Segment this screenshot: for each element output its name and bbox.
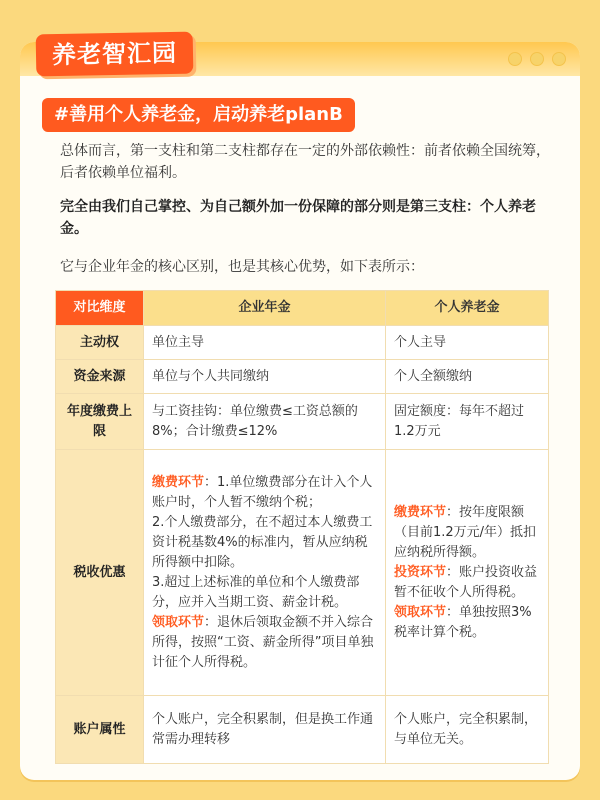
comparison-table <box>55 290 549 764</box>
row-dimension: 资金来源 <box>56 360 144 394</box>
cell-enterprise <box>144 450 386 696</box>
text-contribution-1: ：1.单位缴费部分在计入个人账户时，个人暂不缴纳个税； <box>152 474 373 510</box>
text-investment: ：账户投资收益暂不征收个人所得税。 <box>394 564 538 600</box>
label-investment-stage: 投资环节 <box>394 564 447 580</box>
cell-personal: 个人账户，完全积累制，与单位无关。 <box>386 696 549 764</box>
highlight-paragraph: 完全由我们自己掌控、为自己额外加一份保障的部分则是第三支柱：个人养老金。 <box>60 199 536 237</box>
header-enterprise-annuity: 企业年金 <box>144 291 386 326</box>
label-withdrawal-stage: 领取环节 <box>394 604 447 620</box>
dot-icon <box>552 52 566 66</box>
text-contribution: ：按年度限额（目前1.2万元/年）抵扣应纳税所得额。 <box>394 504 537 560</box>
label-contribution-stage: 缴费环节 <box>394 504 447 520</box>
section-title: #善用个人养老金，启动养老planB <box>42 98 355 132</box>
brand-badge: 养老智汇园 <box>36 32 194 77</box>
cell-enterprise: 个人账户，完全积累制，但是换工作通常需办理转移 <box>144 696 386 764</box>
label-withdrawal-stage: 领取环节 <box>152 614 205 630</box>
row-dimension: 税收优惠 <box>56 450 144 696</box>
dot-icon <box>530 52 544 66</box>
text-withdrawal: ：退休后领取金额不并入综合所得，按照“工资、薪金所得”项目单独计征个人所得税。 <box>152 614 374 670</box>
cell-personal: 个人全额缴纳 <box>386 360 549 394</box>
table-intro-paragraph: 它与企业年金的核心区别，也是其核心优势，如下表所示： <box>60 259 424 275</box>
table-row <box>56 696 549 764</box>
header-personal-pension: 个人养老金 <box>386 291 549 326</box>
table-header-row <box>56 291 549 326</box>
dot-icon <box>508 52 522 66</box>
row-dimension: 账户属性 <box>56 696 144 764</box>
cell-enterprise: 单位与个人共同缴纳 <box>144 360 386 394</box>
intro-paragraph: 总体而言，第一支柱和第二支柱都存在一定的外部依赖性：前者依赖全国统筹，后者依赖单位福利。 <box>60 143 550 181</box>
window-dots <box>508 52 566 66</box>
cell-enterprise: 与工资挂钩：单位缴费≤工资总额的8%；合计缴费≤12% <box>144 394 386 450</box>
text-contribution-3: 3.超过上述标准的单位和个人缴费部分，应并入当期工资、薪金计税。 <box>152 574 360 610</box>
row-dimension: 主动权 <box>56 326 144 360</box>
table-row <box>56 394 549 450</box>
cell-enterprise: 单位主导 <box>144 326 386 360</box>
header-dimension: 对比维度 <box>56 291 144 326</box>
table-row <box>56 450 549 696</box>
row-dimension: 年度缴费上限 <box>56 394 144 450</box>
text-contribution-2: 2.个人缴费部分，在不超过本人缴费工资计税基数4%的标准内，暂从应纳税所得额中扣除。 <box>152 514 373 570</box>
text-withdrawal: ：单独按照3%税率计算个税。 <box>394 604 532 640</box>
cell-personal: 个人主导 <box>386 326 549 360</box>
cell-personal: 固定额度：每年不超过1.2万元 <box>386 394 549 450</box>
label-contribution-stage: 缴费环节 <box>152 474 205 490</box>
table-row <box>56 360 549 394</box>
cell-personal <box>386 450 549 696</box>
table-row <box>56 326 549 360</box>
